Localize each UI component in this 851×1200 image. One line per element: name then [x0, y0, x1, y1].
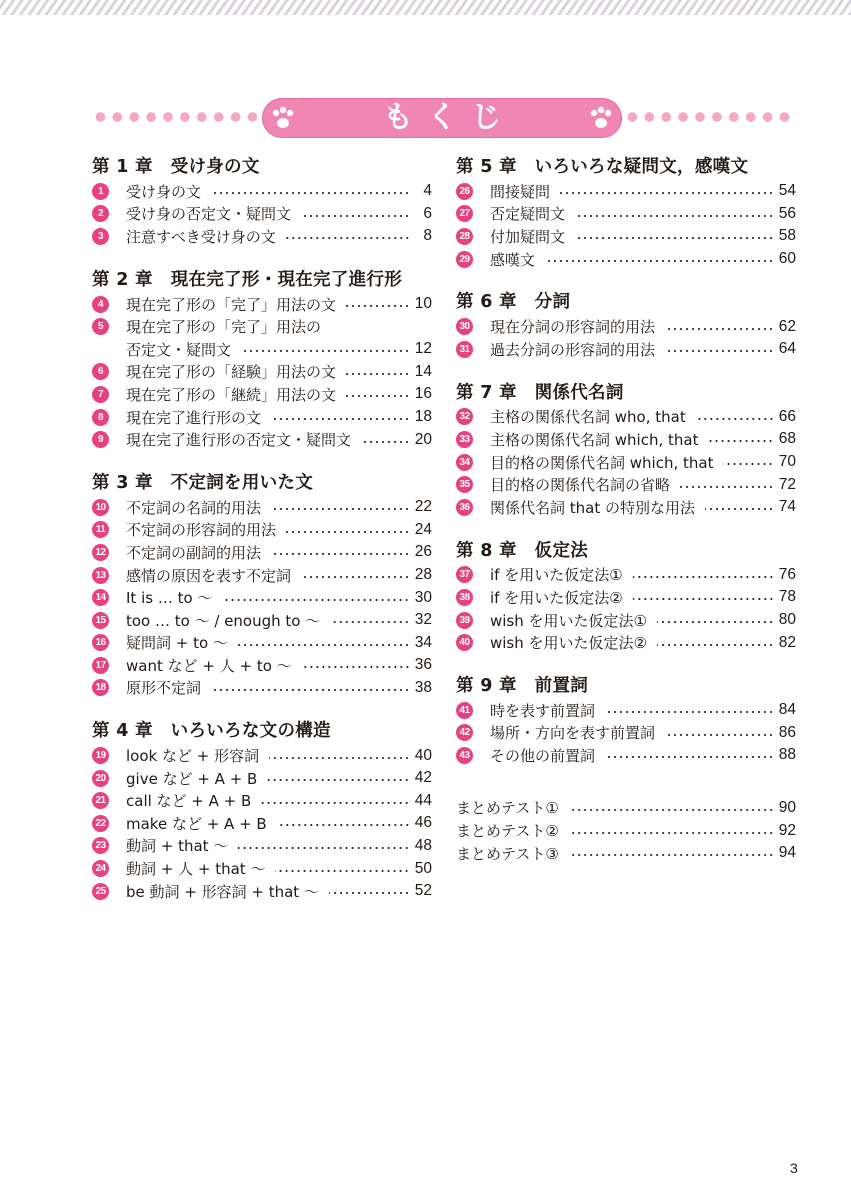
toc-entry-label: if を用いた仮定法② [490, 588, 623, 607]
dot-leader [657, 621, 774, 623]
toc-entry-label: 感嘆文 [490, 250, 536, 269]
chapter-section [456, 380, 796, 519]
dot-leader [575, 215, 774, 217]
chapter-heading: 第 9 章 前置詞 [456, 675, 589, 696]
dot-leader [346, 373, 410, 375]
chapter-heading: 第 4 章 いろいろな文の構造 [92, 721, 331, 742]
dot-row-right [624, 110, 793, 124]
toc-entry-page: 74 [778, 498, 796, 516]
toc-entry-page: 30 [414, 588, 432, 606]
toc-entry[interactable] [92, 406, 432, 429]
section-number-badge: 24 [92, 860, 109, 877]
dot-leader [301, 215, 410, 217]
chapter-spacer [456, 654, 796, 673]
dot-leader [545, 260, 774, 262]
toc-entry[interactable] [456, 248, 796, 271]
toc-entry[interactable] [92, 564, 432, 587]
toc-entry-page: 28 [414, 566, 432, 584]
toc-entry-page: 66 [778, 407, 796, 425]
toc-entry-page: 22 [414, 498, 432, 516]
toc-entry-page: 88 [778, 746, 796, 764]
dot-leader [238, 644, 410, 646]
top-stripe-decoration [0, 0, 851, 15]
chapter-section [92, 718, 432, 902]
toc-entry-page: 10 [414, 295, 432, 313]
dot-leader [665, 350, 774, 352]
toc-entry[interactable] [92, 361, 432, 384]
toc-entry[interactable] [456, 586, 796, 609]
section-number-badge: 28 [456, 228, 473, 245]
section-number-badge: 37 [456, 566, 473, 583]
toc-entry[interactable] [92, 744, 432, 767]
section-number-badge: 7 [92, 386, 109, 403]
chapter-section [92, 470, 432, 699]
section-number-badge: 1 [92, 183, 109, 200]
dot-leader [269, 757, 410, 759]
toc-entry[interactable] [456, 631, 796, 654]
toc-entry-page: 34 [414, 633, 432, 651]
paw-icon [588, 104, 614, 132]
toc-entry[interactable] [92, 654, 432, 677]
toc-entry-page: 6 [423, 204, 432, 222]
dot-leader [286, 237, 410, 239]
chapter-heading: 第 1 章 受け身の文 [92, 157, 260, 177]
dot-leader [241, 350, 410, 352]
toc-entry-label: if を用いた仮定法① [490, 566, 623, 585]
section-number-badge: 4 [92, 296, 109, 313]
dot-leader [680, 486, 774, 488]
chapter-heading: 第 6 章 分詞 [456, 292, 571, 313]
dot-leader [708, 440, 774, 442]
toc-entry-label: 否定文・疑問文 [126, 340, 232, 359]
section-number-badge: 34 [456, 454, 473, 471]
toc-entry[interactable] [92, 835, 432, 858]
chapter-spacer [92, 248, 432, 267]
toc-entry[interactable] [456, 428, 796, 451]
chapter-section [456, 289, 796, 360]
dot-leader [261, 802, 410, 804]
section-number-badge: 39 [456, 612, 473, 629]
toc-entry-label: 現在完了形の「継続」用法の文 [126, 385, 337, 404]
dot-leader [633, 598, 774, 600]
chapter-heading: 第 2 章 現在完了形・現在完了進行形 [92, 269, 403, 290]
toc-entry-label: 過去分詞の形容詞的用法 [490, 340, 656, 359]
toc-entry[interactable] [456, 473, 796, 496]
dot-leader [330, 621, 410, 623]
dot-leader [633, 576, 774, 578]
dot-leader [665, 328, 774, 330]
chapter-section [456, 538, 796, 654]
dot-leader [575, 237, 774, 239]
section-number-badge: 12 [92, 544, 109, 561]
dot-leader [271, 553, 410, 555]
toc-entry-label: wish を用いた仮定法② [490, 634, 647, 653]
toc-left-column [92, 154, 432, 902]
toc-entry-label: 動詞 + that ～ [126, 837, 229, 856]
toc-entry-page: 16 [414, 385, 432, 403]
toc-entry[interactable] [456, 564, 796, 587]
toc-entry[interactable] [92, 677, 432, 700]
toc-entry-page: 24 [414, 520, 432, 538]
toc-entry-test[interactable] [456, 819, 796, 842]
toc-entry-label: call など + A + B [126, 792, 252, 811]
toc-entry[interactable] [456, 496, 796, 519]
section-number-badge: 2 [92, 205, 109, 222]
toc-entry-page: 76 [778, 565, 796, 583]
toc-entry[interactable] [92, 203, 432, 226]
section-number-badge: 43 [456, 747, 473, 764]
dot-leader [657, 644, 774, 646]
toc-entry-label: 間接疑問 [490, 182, 551, 201]
section-number-badge: 29 [456, 251, 473, 268]
dot-leader [560, 192, 774, 194]
toc-entry-page: 84 [778, 701, 796, 719]
toc-entry[interactable] [92, 428, 432, 451]
dot-leader [569, 809, 774, 811]
section-number-badge: 40 [456, 634, 473, 651]
dot-leader [346, 305, 410, 307]
toc-entry[interactable] [92, 789, 432, 812]
toc-entry-label: まとめテスト① [456, 799, 559, 818]
section-number-badge: 13 [92, 567, 109, 584]
toc-entry-label: 不定詞の形容詞的用法 [126, 521, 277, 540]
toc-entry-label: 疑問詞 + to ～ [126, 634, 228, 653]
toc-entry-page: 48 [414, 836, 432, 854]
toc-entry[interactable] [456, 451, 796, 474]
dot-leader [605, 756, 774, 758]
toc-entry-label: まとめテスト③ [456, 844, 559, 863]
toc-entry-label: 目的格の関係代名詞 which, that [490, 453, 714, 472]
toc-entry[interactable] [456, 338, 796, 361]
toc-entry-page: 46 [414, 814, 432, 832]
toc-entry-page: 52 [414, 882, 432, 900]
dot-leader [271, 418, 410, 420]
section-number-badge: 5 [92, 318, 109, 335]
section-number-badge: 6 [92, 363, 109, 380]
toc-entry[interactable] [92, 225, 432, 248]
section-number-badge: 16 [92, 634, 109, 651]
toc-entry-label: 不定詞の名詞的用法 [126, 498, 262, 517]
toc-entry[interactable] [92, 315, 432, 338]
toc-entry-label: 現在完了形の「完了」用法の [126, 318, 322, 337]
section-number-badge: 18 [92, 679, 109, 696]
section-number-badge: 31 [456, 341, 473, 358]
toc-entry-page: 86 [778, 723, 796, 741]
toc-entry[interactable] [456, 180, 796, 203]
section-number-badge: 8 [92, 409, 109, 426]
section-number-badge: 36 [456, 499, 473, 516]
toc-entry-page: 36 [414, 656, 432, 674]
toc-entry-page: 70 [778, 453, 796, 471]
chapter-section [456, 673, 796, 767]
toc-entry-label: give など + A + B [126, 769, 258, 788]
toc-entry[interactable] [92, 519, 432, 542]
dot-leader [569, 854, 774, 856]
section-number-badge: 38 [456, 589, 473, 606]
dot-leader [286, 531, 410, 533]
title-band [92, 98, 792, 138]
page-title: もくじ [383, 100, 515, 135]
section-number-badge: 41 [456, 702, 473, 719]
toc-entry-label: 原形不定詞 [126, 679, 202, 698]
chapter-section [92, 267, 432, 451]
toc-right-column [456, 154, 796, 864]
toc-entry[interactable] [92, 857, 432, 880]
toc-entry-page: 12 [414, 340, 432, 358]
dot-leader [705, 508, 774, 510]
toc-entry-page: 20 [414, 430, 432, 448]
chapter-spacer [92, 699, 432, 718]
section-number-badge: 14 [92, 589, 109, 606]
toc-entry-page: 44 [414, 791, 432, 809]
toc-entry[interactable] [92, 180, 432, 203]
toc-entry[interactable] [92, 767, 432, 790]
section-number-badge: 32 [456, 408, 473, 425]
toc-entry[interactable] [92, 383, 432, 406]
section-number-badge: 35 [456, 476, 473, 493]
dot-leader [361, 441, 410, 443]
chapter-heading: 第 8 章 仮定法 [456, 540, 589, 561]
section-number-badge: 3 [92, 228, 109, 245]
dot-row-left [92, 110, 261, 124]
section-number-badge: 20 [92, 770, 109, 787]
toc-entry-label: It is … to ～ [126, 589, 213, 608]
section-number-badge: 9 [92, 431, 109, 448]
toc-entry-label: wish を用いた仮定法① [490, 611, 647, 630]
toc-entry-label: 付加疑問文 [490, 227, 566, 246]
toc-entry-label: 目的格の関係代名詞の省略 [490, 476, 671, 495]
toc-entry[interactable] [456, 315, 796, 338]
dot-leader [275, 870, 410, 872]
chapter-spacer [92, 451, 432, 470]
toc-entry-page: 42 [414, 769, 432, 787]
toc-entry-page: 60 [778, 250, 796, 268]
toc-entry-label: 受け身の文 [126, 182, 202, 201]
chapter-heading: 第 7 章 関係代名詞 [456, 382, 624, 403]
toc-entry-label: 不定詞の副詞的用法 [126, 543, 262, 562]
section-number-badge: 21 [92, 792, 109, 809]
toc-entry-label: make など + A + B [126, 814, 267, 833]
toc-entry[interactable] [92, 812, 432, 835]
toc-entry-page: 80 [778, 611, 796, 629]
chapter-spacer [456, 270, 796, 289]
dot-leader [222, 599, 410, 601]
toc-entry-label: 主格の関係代名詞 which, that [490, 430, 699, 449]
toc-entry-page: 64 [778, 340, 796, 358]
toc-entry-page: 56 [778, 204, 796, 222]
toc-entry-label: want など + 人 + to ～ [126, 656, 292, 675]
toc-entry[interactable] [92, 338, 432, 361]
section-number-badge: 22 [92, 815, 109, 832]
toc-entry-page: 90 [778, 798, 796, 816]
toc-entry-page: 38 [414, 678, 432, 696]
toc-entry-label: 現在完了進行形の否定文・疑問文 [126, 431, 352, 450]
dot-leader [605, 711, 774, 713]
dot-leader [238, 847, 410, 849]
section-number-badge: 26 [456, 183, 473, 200]
toc-entry-page: 72 [778, 475, 796, 493]
toc-entry-page: 62 [778, 317, 796, 335]
title-pill [262, 98, 622, 138]
dot-leader [723, 463, 774, 465]
chapter-section [92, 154, 432, 248]
toc-entry[interactable] [456, 722, 796, 745]
toc-entry-label: 主格の関係代名詞 who, that [490, 408, 686, 427]
toc-entry[interactable] [92, 496, 432, 519]
dot-leader [302, 666, 410, 668]
dot-leader [569, 832, 774, 834]
toc-entry-page: 58 [778, 227, 796, 245]
toc-entry[interactable] [456, 225, 796, 248]
chapter-section [456, 154, 796, 270]
toc-entry-label: look など + 形容詞 [126, 747, 260, 766]
toc-entry-page: 92 [778, 821, 796, 839]
toc-entry[interactable] [92, 293, 432, 316]
toc-entry-label: 動詞 + 人 + that ～ [126, 860, 266, 879]
toc-entry-label: 注意すべき受け身の文 [126, 227, 276, 246]
section-number-badge: 30 [456, 318, 473, 335]
toc-entry[interactable] [456, 744, 796, 767]
toc-entry-page: 94 [778, 844, 796, 862]
toc-entry-label: be 動詞 + 形容詞 + that ～ [126, 882, 319, 901]
toc-entry-label: 受け身の否定文・疑問文 [126, 205, 292, 224]
toc-entry-test[interactable] [456, 842, 796, 865]
toc-entry-label: 時を表す前置詞 [490, 701, 596, 720]
toc-entry-page: 78 [778, 588, 796, 606]
toc-entry-page: 14 [414, 362, 432, 380]
toc-entry-page: 26 [414, 543, 432, 561]
toc-entry-label: 関係代名詞 that の特別な用法 [490, 498, 695, 517]
section-number-badge: 19 [92, 747, 109, 764]
section-number-badge: 23 [92, 837, 109, 854]
toc-entry[interactable] [92, 609, 432, 632]
toc-entry-label: 否定疑問文 [490, 205, 566, 224]
dot-leader [696, 418, 774, 420]
section-number-badge: 42 [456, 724, 473, 741]
toc-entry-page: 32 [414, 611, 432, 629]
toc-entry[interactable] [92, 632, 432, 655]
toc-entry-page: 50 [414, 859, 432, 877]
toc-entry-page: 82 [778, 633, 796, 651]
toc-entry-page: 40 [414, 746, 432, 764]
page-number: 3 [790, 1160, 798, 1176]
toc-entry-label: 現在完了進行形の文 [126, 408, 262, 427]
toc-entry[interactable] [456, 406, 796, 429]
toc-entry-label: 現在分詞の形容詞的用法 [490, 318, 656, 337]
toc-entry[interactable] [456, 699, 796, 722]
toc-entry-page: 68 [778, 430, 796, 448]
toc-entry[interactable] [92, 586, 432, 609]
section-number-badge: 11 [92, 521, 109, 538]
dot-leader [267, 779, 410, 781]
dot-leader [301, 576, 410, 578]
dot-leader [277, 824, 410, 826]
chapter-heading: 第 3 章 不定詞を用いた文 [92, 472, 314, 493]
toc-entry[interactable] [456, 203, 796, 226]
chapter-heading: 第 5 章 いろいろな疑問文，感嘆文 [456, 157, 749, 177]
review-tests [456, 797, 796, 865]
toc-entry-page: 4 [423, 182, 432, 200]
toc-entry-label: 現在完了形の「経験」用法の文 [126, 363, 337, 382]
section-number-badge: 15 [92, 612, 109, 629]
section-number-badge: 25 [92, 883, 109, 900]
section-number-badge: 17 [92, 657, 109, 674]
section-number-badge: 10 [92, 499, 109, 516]
section-number-badge: 33 [456, 431, 473, 448]
toc-entry-label: まとめテスト② [456, 822, 559, 841]
chapter-spacer [456, 519, 796, 538]
toc-entry-label: 場所・方向を表す前置詞 [490, 724, 656, 743]
dot-leader [211, 689, 410, 691]
toc-entry-page: 8 [423, 227, 432, 245]
toc-entry-label: too … to ～ / enough to ～ [126, 611, 321, 630]
toc-entry-label: 感情の原因を表す不定詞 [126, 566, 292, 585]
toc-entry-page: 54 [778, 182, 796, 200]
toc-entry-label: その他の前置詞 [490, 746, 596, 765]
toc-entry[interactable] [92, 880, 432, 903]
toc-entry-label: 現在完了形の「完了」用法の文 [126, 295, 337, 314]
toc-entry-test[interactable] [456, 797, 796, 820]
dot-leader [346, 395, 410, 397]
toc-entry[interactable] [456, 609, 796, 632]
dot-leader [665, 734, 774, 736]
dot-leader [271, 508, 410, 510]
chapter-spacer [456, 361, 796, 380]
toc-entry-page: 18 [414, 408, 432, 426]
dot-leader [211, 192, 410, 194]
dot-leader [329, 892, 410, 894]
toc-entry[interactable] [92, 541, 432, 564]
section-number-badge: 27 [456, 205, 473, 222]
